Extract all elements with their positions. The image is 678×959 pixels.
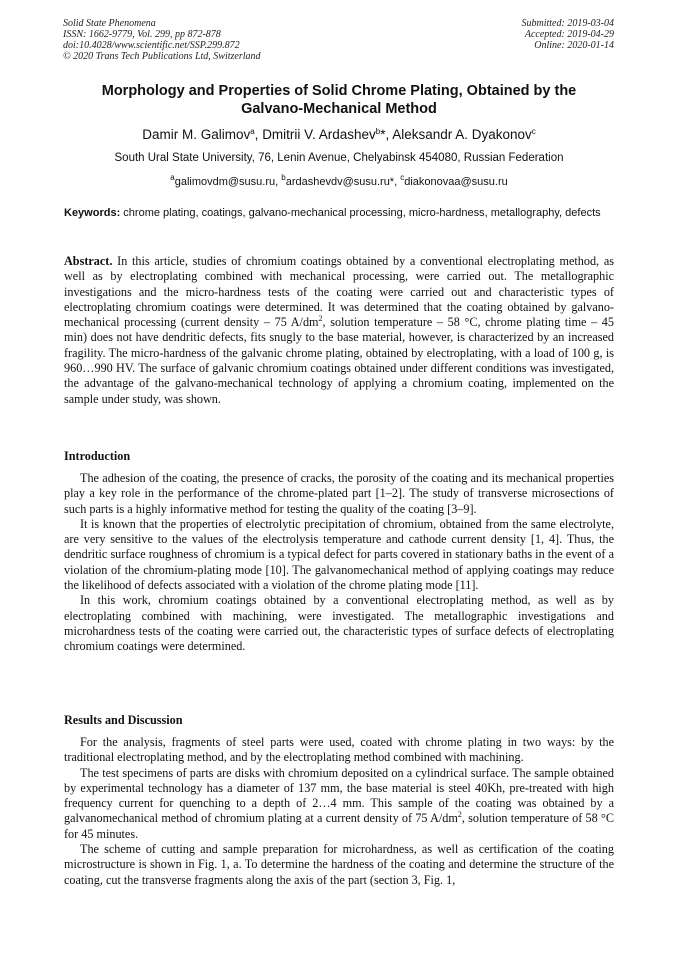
paragraph: In this work, chromium coatings obtained by a conventional electroplating method, as well as by electroplating combined with machining, were investigated. The metallographic investigations and microhardness tests of the coating were carried out, the characteristic types of surface defects of electroplating chromium coatings were determined. (64, 593, 614, 654)
author-mark-b: b (375, 127, 381, 136)
author-ardashev: Dmitrii V. Ardashev (262, 127, 376, 142)
affiliation: South Ural State University, 76, Lenin Avenue, Chelyabinsk 454080, Russian Federation (114, 152, 564, 164)
accepted-date: Accepted: 2019-04-29 (524, 29, 614, 40)
paragraph: The scheme of cutting and sample preparation for microhardness, as well as certification of the coating microstructure is shown in Fig. 1, a. To determine the hardness of the coating and determine the structure of the coating, cut the transverse fragments along the axis of the part (section 3, Fig. 1, (64, 842, 614, 887)
paragraph: For the analysis, fragments of steel parts were used, coated with chrome plating in two ways: by the traditional electroplating method, and by the electroplating method combined with machining. (64, 735, 614, 765)
online-date: Online: 2020-01-14 (534, 40, 614, 51)
author-separator: , (254, 127, 263, 142)
keywords-label: Keywords: (64, 207, 121, 219)
email-list (60, 171, 618, 189)
abstract (64, 254, 614, 407)
author-mark-a: a (250, 127, 255, 136)
email-ardashev[interactable]: ardashevdv@susu.ru*, (285, 176, 401, 188)
section-heading-results: Results and Discussion (64, 713, 183, 727)
paragraph-text: The test specimens of parts are disks with chromium deposited on a cylindrical surface. The sample obtained by experimental technology has a diameter of 137 mm, the base material is steel 40Kh, pre-treated with high frequency current for quenching to a depth of 2…4 mm. This sample of the coating was obtained by a galvanomechanical method of chromium plating at a current density of 75 A/dm (64, 765, 614, 826)
journal-doi: doi:10.4028/www.scientific.net/SSP.299.872 (63, 40, 240, 51)
author-mark-c: c (531, 127, 536, 136)
abstract-label: Abstract. (64, 254, 113, 268)
title-line-2: Galvano-Mechanical Method (241, 101, 437, 117)
paragraph: It is known that the properties of electrolytic precipitation of chromium, obtained from the same electrolyte, are very sensitive to the values of the electrolysis temperature and cathode current density [1, 4]. Thus, the dendritic surface roughness of chromium is a typical defect for parts covered in stationary baths in the event of a violation of the chromium-plating mode [10]. The galvanomechanical method of applying coatings may reduce the likelihood of defects associated with a violation of the chrome plating mode [11]. (64, 516, 614, 593)
author-galimov: Damir M. Galimov (142, 127, 251, 142)
submission-dates (522, 18, 615, 51)
email-mark-b: b (281, 173, 286, 182)
submitted-date: Submitted: 2019-03-04 (521, 18, 614, 29)
email-galimov[interactable]: galimovdm@susu.ru, (174, 176, 282, 188)
abstract-text-2: , solution temperature – 58 °C, chrome plating time – 45 min) does not have dendritic defects, fits snugly to the base material, however, is characterized by an increased fragility. The micro-hardness of the galvanic chrome plating, obtained by electroplating, with a load of 100 g, is 960…990 HV. The surface of galvanic chromium coatings obtained under different conditions was investigated, the advantage of the galvano-mechanical technology of applying a chromium coating, implemented on the sample under study, was shown. (64, 315, 614, 406)
paper-title (60, 82, 618, 118)
journal-info (63, 18, 261, 62)
section-heading-introduction: Introduction (64, 449, 131, 463)
paragraph: The adhesion of the coating, the presence of cracks, the porosity of the coating and its mechanical properties play a key role in the performance of the chrome-plated part [1–2]. The study of transverse microsections of such parts is a highly informative method for testing the quality of the coating [3–9]. (64, 471, 614, 516)
results-superscript: 2 (457, 810, 462, 820)
abstract-superscript: 2 (318, 314, 323, 324)
journal-issn: ISSN: 1662-9779, Vol. 299, pp 872-878 (63, 29, 221, 40)
author-separator: , (385, 127, 393, 142)
results-body (64, 735, 614, 888)
keywords-text: chrome plating, coatings, galvano-mechanical processing, micro-hardness, metallography, defects (120, 207, 601, 219)
email-dyakonov[interactable]: diakonovaa@susu.ru (404, 176, 508, 188)
email-mark-a: a (170, 173, 175, 182)
introduction-body (64, 471, 614, 655)
keywords (64, 206, 614, 221)
paragraph-text: , solution temperature of 58 °C for 45 minutes. (64, 811, 614, 841)
email-mark-c: c (400, 173, 405, 182)
paragraph (64, 766, 614, 842)
author-list (60, 124, 618, 143)
author-dyakonov: Aleksandr A. Dyakonov (392, 127, 532, 142)
title-line-1: Morphology and Properties of Solid Chrome Plating, Obtained by the (101, 83, 577, 99)
corresponding-star: * (380, 127, 386, 142)
journal-name: Solid State Phenomena (63, 18, 156, 29)
journal-copyright: © 2020 Trans Tech Publications Ltd, Switzerland (63, 51, 261, 62)
abstract-text-1: In this article, studies of chromium coatings obtained by a conventional electroplating method, as well as by electroplating combined with mechanical processing, were carried out. The metallographic investigations and the micro-hardness tests of the coating were carried out and characteristic types of electroplating chromium coatings were determined. It was determined that the coating obtained by galvano-mechanical processing (current density – 75 A/dm (64, 254, 614, 330)
